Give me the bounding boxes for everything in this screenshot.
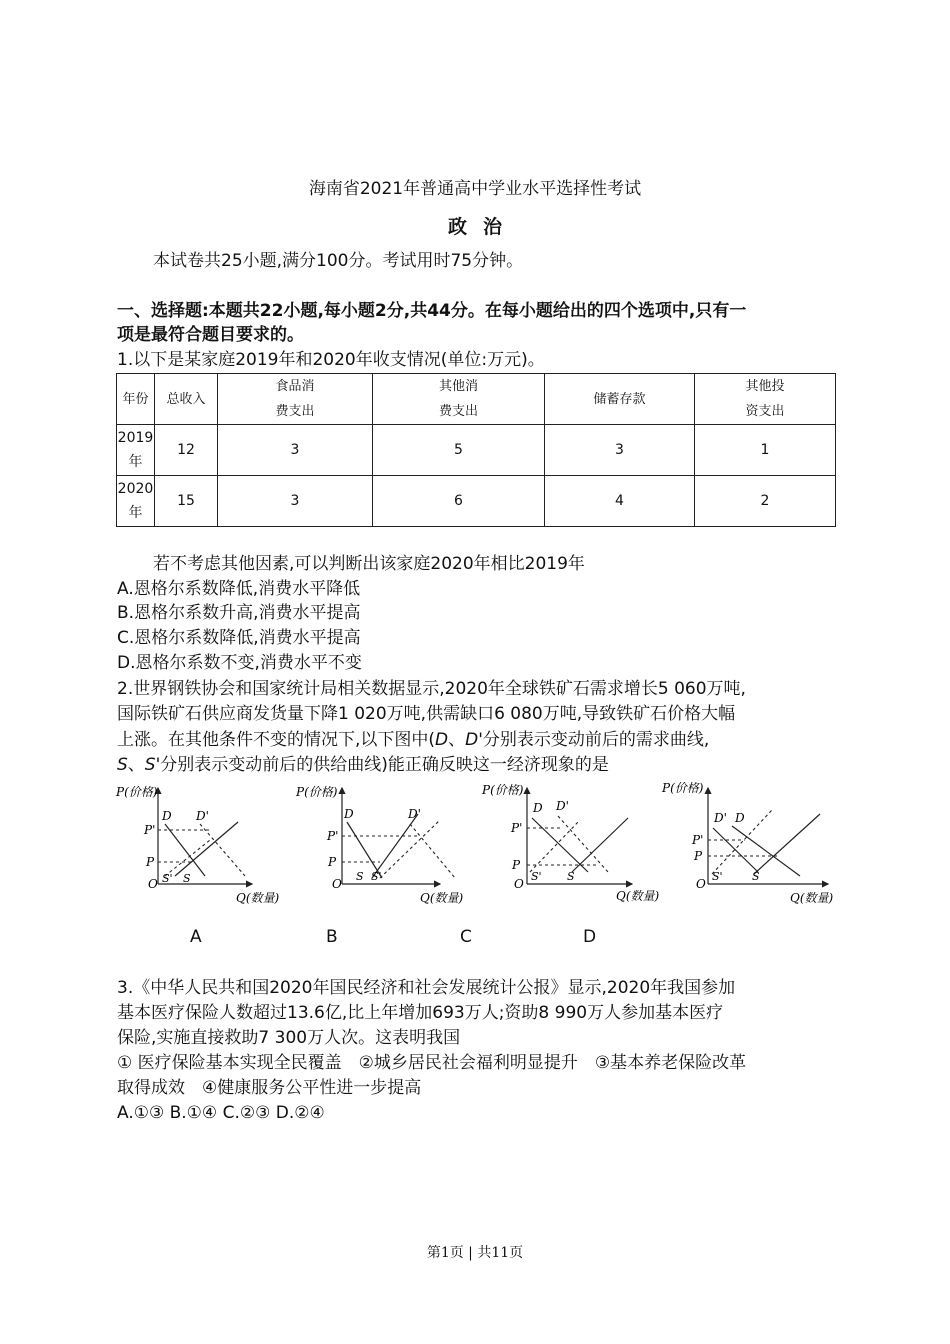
- q1-option-c: C.恩格尔系数降低,消费水平提高: [117, 628, 361, 648]
- label-s-prime: S': [371, 870, 382, 883]
- cell-invest: 2: [695, 476, 836, 527]
- supply-demand-graphs: [0, 776, 950, 911]
- income-expense-table: [116, 373, 836, 527]
- label-s: S: [356, 870, 364, 883]
- x-axis-label: Q(数量): [236, 891, 280, 905]
- label-p-prime: P': [144, 823, 156, 837]
- origin-label: O: [148, 877, 158, 891]
- label-p: P: [328, 855, 337, 869]
- q2-line1: 2.世界钢铁协会和国家统计局相关数据显示,2020年全球铁矿石需求增长5 060万吨,: [117, 679, 746, 699]
- graph-d: [661, 781, 834, 905]
- origin-label: O: [514, 877, 524, 891]
- label-p-prime: P': [692, 833, 704, 847]
- label-p-prime: P': [511, 821, 523, 835]
- y-axis-label: P(价格): [662, 781, 704, 795]
- q2-line4: S、S'分别表示变动前后的供给曲线)能正确反映这一经济现象的是: [117, 755, 609, 775]
- cell-food: 3: [218, 425, 373, 476]
- section-heading-line1: 一、选择题:本题共22小题,每小题2分,共44分。在每小题给出的四个选项中,只有一: [117, 301, 747, 321]
- y-axis-label: P(价格): [116, 785, 158, 799]
- header-invest: 其他投 资支出: [695, 374, 836, 425]
- label-p: P: [512, 858, 521, 872]
- label-d-prime: D': [196, 809, 209, 823]
- q1-option-d: D.恩格尔系数不变,消费水平不变: [117, 653, 362, 673]
- cell-year: 2019 年: [117, 425, 155, 476]
- table-row: [117, 425, 836, 476]
- q1-question: 若不考虑其他因素,可以判断出该家庭2020年相比2019年: [153, 554, 585, 574]
- graph-c: [481, 783, 660, 903]
- cell-invest: 1: [695, 425, 836, 476]
- cell-income: 15: [155, 476, 218, 527]
- graph-option-d: D: [583, 927, 597, 947]
- q1-option-a: A.恩格尔系数降低,消费水平降低: [117, 579, 361, 599]
- section-heading-line2: 项是最符合题目要求的。: [117, 325, 304, 345]
- label-s: S: [567, 870, 575, 883]
- header-income: 总收入: [155, 374, 218, 425]
- q3-line2: 基本医疗保险人数超过13.6亿,比上年增加693万人;资助8 990万人参加基本医疗: [117, 1003, 724, 1023]
- origin-label: O: [332, 877, 342, 891]
- label-d: D: [735, 811, 745, 825]
- x-axis-label: Q(数量): [420, 891, 464, 905]
- q3-answers: A.①③ B.①④ C.②③ D.②④: [117, 1103, 325, 1123]
- label-d-prime: D': [556, 799, 569, 813]
- header-year: 年份: [117, 374, 155, 425]
- q3-line3: 保险,实施直接救助7 300万人次。这表明我国: [117, 1028, 461, 1048]
- y-axis-label: P(价格): [482, 783, 524, 797]
- x-axis-label: Q(数量): [790, 891, 834, 905]
- label-s-prime: S': [712, 870, 723, 883]
- label-s: S: [752, 870, 760, 883]
- cell-income: 12: [155, 425, 218, 476]
- subject-title: 政治: [447, 216, 518, 238]
- origin-label: O: [696, 877, 706, 891]
- page-footer: 第1页 | 共11页: [426, 1245, 524, 1261]
- label-d: D: [162, 809, 172, 823]
- q3-line1: 3.《中华人民共和国2020年国民经济和社会发展统计公报》显示,2020年我国参加: [117, 978, 736, 998]
- header-other-consume: 其他消 费支出: [373, 374, 545, 425]
- label-d-prime: D': [408, 807, 421, 821]
- y-axis-label: P(价格): [296, 785, 338, 799]
- exam-title: 海南省2021年普通高中学业水平选择性考试: [308, 179, 642, 199]
- cell-year: 2020 年: [117, 476, 155, 527]
- header-savings: 储蓄存款: [545, 374, 695, 425]
- graph-b: [295, 785, 464, 905]
- graph-option-c: C: [460, 927, 472, 947]
- q2-line3: 上涨。在其他条件不变的情况下,以下图中(D、D'分别表示变动前后的需求曲线,: [117, 730, 710, 750]
- label-d-prime: D': [714, 811, 727, 825]
- label-s-prime: S': [531, 870, 542, 883]
- table-row: [117, 476, 836, 527]
- graph-a: [115, 785, 280, 905]
- header-food: 食品消 费支出: [218, 374, 373, 425]
- graph-option-b: B: [326, 927, 338, 947]
- x-axis-label: Q(数量): [616, 889, 660, 903]
- exam-intro: 本试卷共25小题,满分100分。考试用时75分钟。: [153, 251, 524, 271]
- cell-other-consume: 6: [373, 476, 545, 527]
- table-header-row: [117, 374, 836, 425]
- q2-line2: 国际铁矿石供应商发货量下降1 020万吨,供需缺口6 080万吨,导致铁矿石价格大幅: [117, 704, 736, 724]
- cell-food: 3: [218, 476, 373, 527]
- label-s-prime: S': [162, 872, 173, 885]
- graph-option-a: A: [190, 927, 202, 947]
- q1-stem: 1.以下是某家庭2019年和2020年收支情况(单位:万元)。: [117, 350, 545, 370]
- label-p: P: [146, 855, 155, 869]
- label-p-prime: P': [327, 829, 339, 843]
- label-p: P: [694, 849, 703, 863]
- label-d: D: [533, 801, 543, 815]
- label-d: D: [344, 807, 354, 821]
- q1-option-b: B.恩格尔系数升高,消费水平提高: [117, 603, 361, 623]
- q3-line4: ① 医疗保险基本实现全民覆盖 ②城乡居民社会福利明显提升 ③基本养老保险改革: [117, 1053, 747, 1073]
- cell-savings: 3: [545, 425, 695, 476]
- cell-other-consume: 5: [373, 425, 545, 476]
- label-s: S: [183, 872, 191, 885]
- q3-line5: 取得成效 ④健康服务公平性进一步提高: [117, 1078, 422, 1098]
- cell-savings: 4: [545, 476, 695, 527]
